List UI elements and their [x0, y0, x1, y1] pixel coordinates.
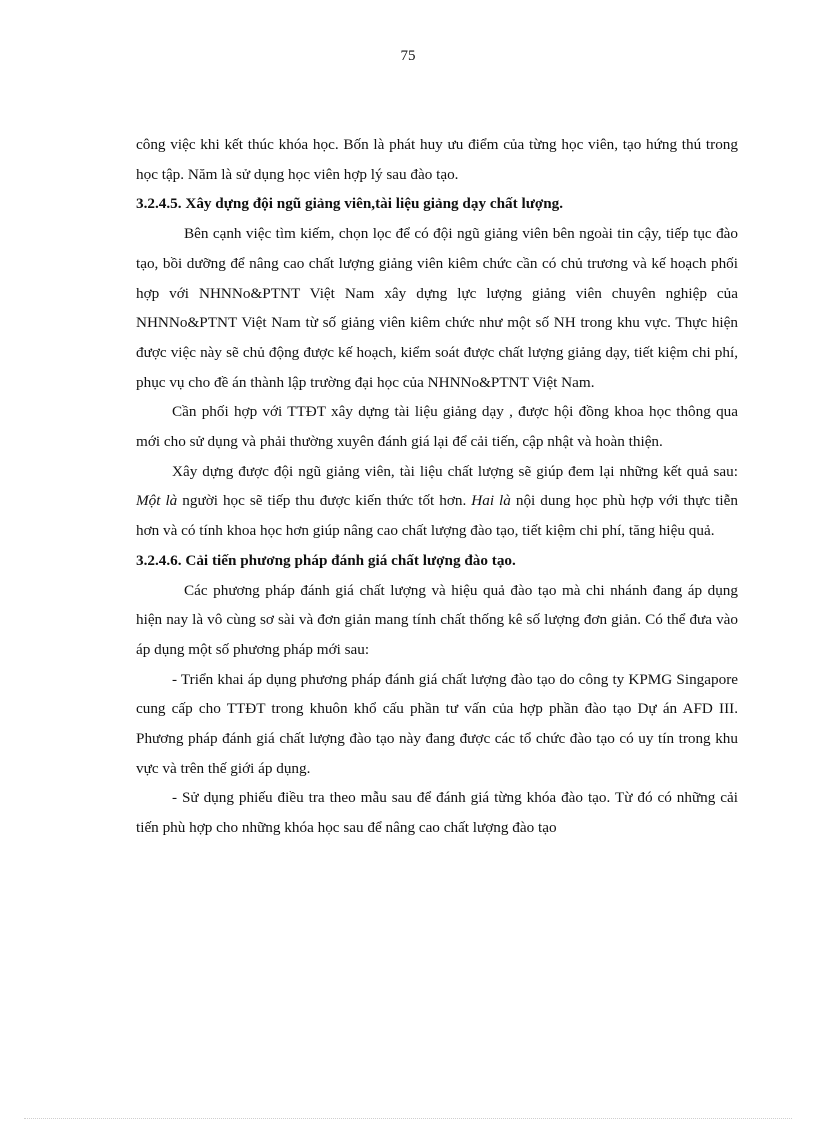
paragraph-continuation: công việc khi kết thúc khóa học. Bốn là phát huy ưu điểm của từng học viên, tạo hứng thú trong học tập. Năm là sử dụng học viên hợp lý sau đào tạo. — [136, 136, 738, 183]
paragraph-results — [136, 457, 738, 546]
section-heading-3-2-4-6: 3.2.4.6. Cải tiến phương pháp đánh giá chất lượng đào tạo. — [136, 551, 516, 569]
list-item-kpmg: - Triển khai áp dụng phương pháp đánh giá chất lượng đào tạo do công ty KPMG Singapore cung cấp cho TTĐT trong khuôn khổ cấu phần tư vấn của hợp phần đào tạo Dự án AFD III. Phương pháp đánh giá chất lượng đào tạo này đang được các tổ chức đào tạo có uy tín trong khu vực và trên thế giới áp dụng. — [136, 670, 738, 777]
paragraph-evaluation-methods: Các phương pháp đánh giá chất lượng và hiệu quả đào tạo mà chi nhánh đang áp dụng hiện nay là vô cùng sơ sài và đơn giản mang tính chất thống kê số lượng đơn giản. Có thể đưa vào áp dụng một số phương pháp mới sau: — [136, 581, 738, 658]
section-heading-3-2-4-5: 3.2.4.5. Xây dựng đội ngũ giảng viên,tài liệu giảng dạy chất lượng. — [136, 195, 564, 213]
results-text-c: nội dung học phù hợp với thực tiễn hơn và có tính khoa học hơn giúp nâng cao chất lượng đào tạo, tiết kiệm chi phí, tăng hiệu quả. — [136, 492, 738, 540]
results-text-b: người học sẽ tiếp thu được kiến thức tốt hơn. — [177, 492, 472, 510]
document-body — [136, 130, 738, 843]
results-emphasis-one: Một là — [136, 492, 178, 510]
page-number: 75 — [400, 48, 416, 64]
results-text-a: Xây dựng được đội ngũ giảng viên, tài liệu chất lượng sẽ giúp đem lại những kết quả sau: — [172, 462, 738, 480]
paragraph-materials: Cần phối hợp với TTĐT xây dựng tài liệu giảng dạy , được hội đồng khoa học thông qua mới cho sử dụng và phải thường xuyên đánh giá lại để cải tiến, cập nhật và hoàn thiện. — [136, 403, 738, 451]
list-item-survey: - Sử dụng phiếu điều tra theo mẫu sau để đánh giá từng khóa đào tạo. Từ đó có những cải tiến phù hợp cho những khóa học sau để nâng cao chất lượng đào tạo — [136, 789, 738, 837]
paragraph-lecturers: Bên cạnh việc tìm kiếm, chọn lọc để có đội ngũ giảng viên bên ngoài tin cậy, tiếp tục đào tạo, bồi dưỡng để nâng cao chất lượng giảng viên kiêm chức cần có chủ trương và kế hoạch phối hợp với NHNNo&PTNT Việt Nam xây dựng lực lượng giảng viên chuyên nghiệp của NHNNo&PTNT Việt Nam từ số giảng viên kiêm chức như một số NH trong khu vực. Thực hiện được việc này sẽ chủ động được kế hoạch, kiểm soát được chất lượng giảng dạy, tiết kiệm chi phí, phục vụ cho đề án thành lập trường đại học của NHNNo&PTNT Việt Nam. — [136, 225, 738, 391]
results-emphasis-two: Hai là — [471, 492, 511, 510]
page-bottom-divider — [24, 1118, 792, 1119]
